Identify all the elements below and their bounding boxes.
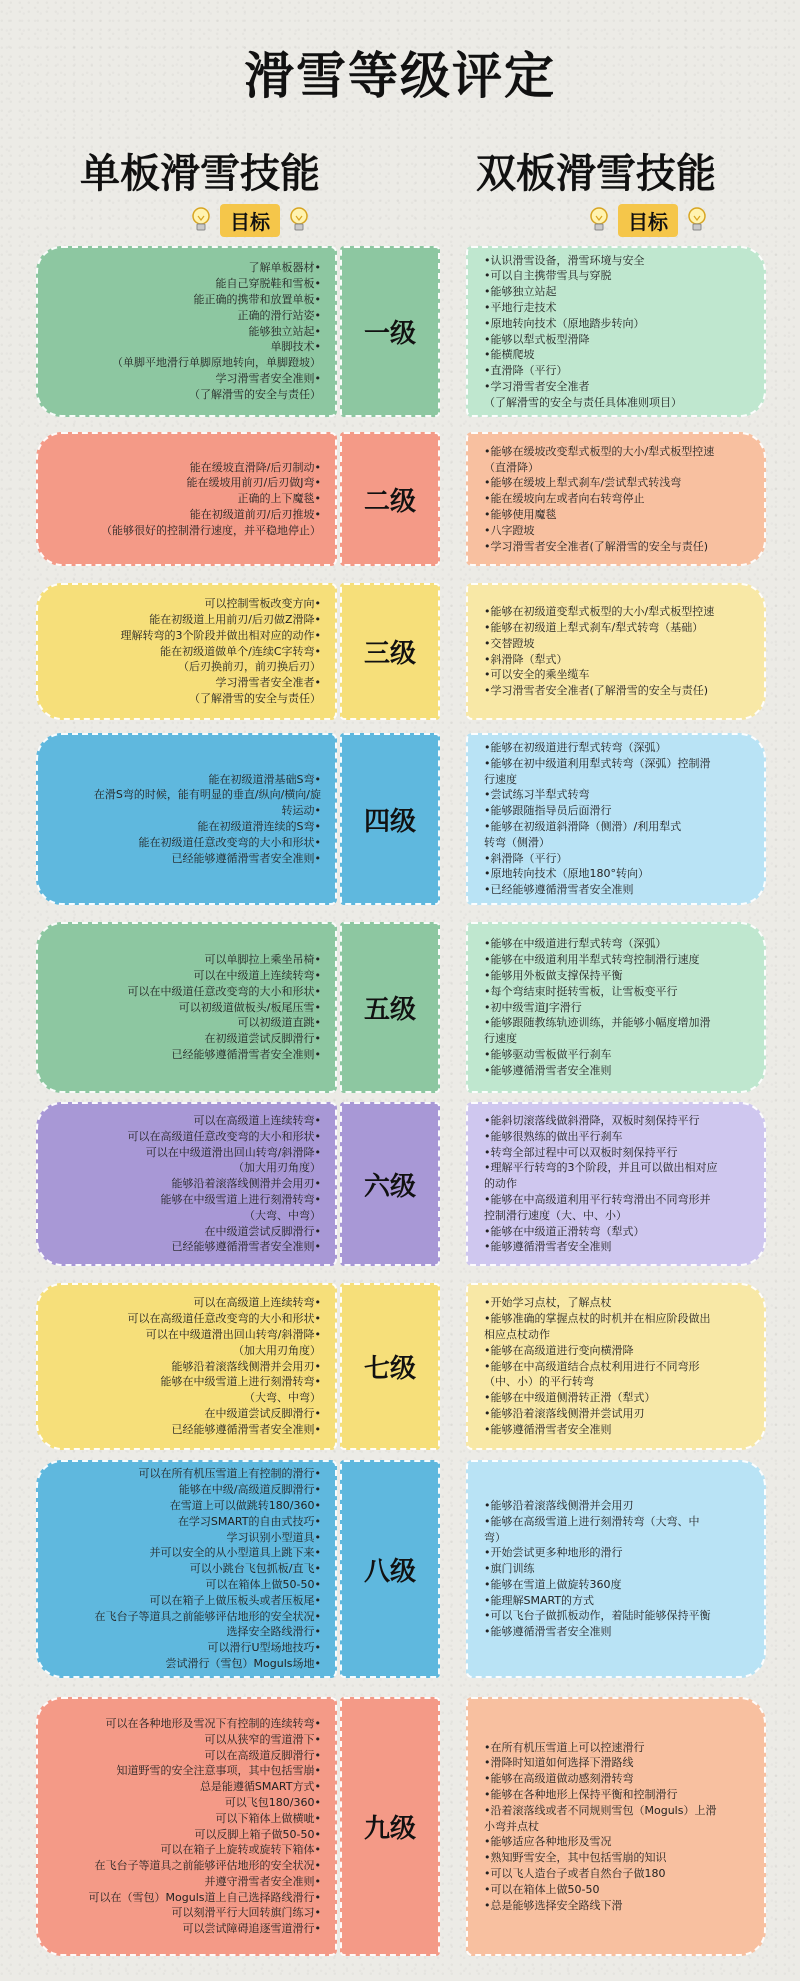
single-skills-box [36, 246, 337, 417]
single-skill-item: 能够在中级雪道上进行刻滑转弯• [160, 1375, 321, 1389]
single-skill-item: （加大用刃角度） [233, 1161, 321, 1175]
double-skill-item: •可以安全的乘坐缆车 [484, 668, 590, 682]
double-skill-item: •能够遵循滑雪者安全准则 [484, 1422, 612, 1436]
level-label-box [340, 246, 440, 417]
double-skill-item: •学习滑雪者安全准者(了解滑雪的安全与责任) [484, 684, 709, 698]
single-skills-box [36, 432, 337, 566]
double-skill-item: •能够独立站起 [484, 285, 557, 299]
level-row [0, 733, 800, 905]
single-skill-item: 可以在高级道上连续转弯• [193, 1113, 321, 1127]
double-skill-item: •能够在初级道上犁式刹车/犁式转弯（基础） [484, 620, 704, 634]
single-skill-item: 可以在中级道上连续转弯• [193, 969, 321, 982]
level-label-box [340, 583, 440, 720]
single-skills-box [36, 922, 337, 1093]
double-skill-item: •原地转向技术（原地踏步转向） [484, 316, 645, 330]
single-skill-item: 在飞台子等道具之前能够评估地形的安全状况• [94, 1859, 321, 1873]
double-skills-box [466, 432, 766, 566]
double-skill-item: 行速度 [484, 1032, 517, 1046]
double-skill-item: 弯） [484, 1530, 506, 1544]
single-skill-item: 能在初级道滑连续的S弯• [197, 820, 321, 833]
double-skill-item: •能够跟随指导员后面滑行 [484, 804, 612, 818]
single-skill-item: 能正确的携带和放置单板• [193, 293, 321, 306]
level-name: 六级 [363, 1171, 416, 1202]
single-skill-item: （加大用刃角度） [233, 1343, 321, 1357]
single-skill-item: 尝试滑行（雪包）Moguls场地• [165, 1656, 321, 1670]
double-skill-item: •能够在缓坡上犁式刹车/尝试犁式转浅弯 [484, 476, 682, 490]
single-skill-item: 可以滑行U型场地技巧• [207, 1641, 321, 1655]
double-skill-item: •开始学习点杖，了解点杖 [484, 1296, 612, 1310]
double-skill-item: （直滑降） [484, 460, 539, 474]
single-skill-item: 可以控制雪板改变方向• [204, 597, 321, 611]
single-skill-item: 在飞台子等道具之前能够评估地形的安全状况• [94, 1609, 321, 1623]
double-skill-item: •能够驱动雪板做平行刹车 [484, 1047, 612, 1061]
single-skill-item: 已经能够遵循滑雪者安全准则• [171, 1047, 321, 1061]
goal-text: 目标 [220, 204, 280, 237]
single-skill-item: 能够在中级/高级道反脚滑行• [178, 1483, 321, 1497]
double-skill-item: •能够在中级道侧滑转正滑（犁式） [484, 1391, 656, 1405]
double-skill-item: 行速度 [484, 772, 517, 786]
double-skill-item: •能够在中高级道利用平行转弯滑出不同弯形并 [484, 1192, 711, 1206]
single-skill-item: （了解滑雪的安全与责任） [189, 691, 321, 705]
single-skill-item: 能在初级道滑基础S弯• [208, 772, 321, 786]
level-label-box [340, 1283, 440, 1450]
double-skill-item: （中、小）的平行转弯 [484, 1375, 594, 1389]
level-label-box [340, 922, 440, 1093]
single-skill-item: 在滑S弯的时候，能有明显的垂直/纵向/横向/旋 [93, 788, 321, 802]
level-label-box [340, 1697, 440, 1956]
double-skill-item: •能够遵循滑雪者安全准则 [484, 1063, 612, 1077]
double-skill-item: •可以飞台子做抓板动作，着陆时能够保持平衡 [484, 1609, 711, 1623]
double-skill-item: •可以自主携带雪具与穿脱 [484, 269, 612, 283]
lightbulb-icon [588, 205, 610, 235]
double-skill-item: •能够在中级道进行犁式转弯（深弧） [484, 937, 667, 951]
level-row [0, 246, 800, 417]
single-skill-item: 可以在高级道上连续转弯• [193, 1296, 321, 1310]
single-skill-item: 理解转弯的3个阶段并做出相对应的动作• [120, 628, 321, 642]
double-skill-item: 的动作 [484, 1177, 517, 1191]
double-skill-item: •学习滑雪者安全准者(了解滑雪的安全与责任) [484, 539, 709, 553]
single-skill-item: 在雪道上可以做跳转180/360• [169, 1498, 321, 1512]
double-skill-item: •能够在高级道进行变向横滑降 [484, 1343, 634, 1357]
double-skills-box [466, 583, 766, 720]
single-skill-item: 可以在所有机压雪道上有控制的滑行• [138, 1467, 321, 1481]
level-row [0, 432, 800, 566]
double-skill-item: •旗门训练 [484, 1562, 535, 1576]
double-skill-item: •能理解SMART的方式 [484, 1593, 595, 1607]
level-name: 三级 [363, 639, 416, 669]
double-skill-item: •已经能够遵循滑雪者安全准则 [484, 883, 634, 897]
single-skill-item: 在中级道尝试反脚滑行• [204, 1406, 321, 1420]
single-skill-item: 转运动• [281, 804, 321, 818]
level-label-box [340, 1102, 440, 1266]
level-name: 一级 [363, 319, 416, 349]
single-skill-item: 学习滑雪者安全准则• [215, 371, 321, 385]
single-skill-item: 可以在中级道滑出回山转弯/斜滑降• [145, 1328, 321, 1341]
double-skill-item: •开始尝试更多种地形的滑行 [484, 1546, 623, 1560]
single-skill-item: （了解滑雪的安全与责任） [189, 387, 321, 401]
double-skill-item: •可以飞人造台子或者自然台子做180 [484, 1866, 666, 1880]
double-goal-label [578, 200, 718, 240]
single-skill-item: 在初级道尝试反脚滑行• [204, 1032, 321, 1046]
single-skill-item: （能够很好的控制滑行速度，并平稳地停止） [101, 523, 321, 537]
double-skill-item: •斜滑降（平行） [484, 851, 568, 865]
double-skill-item: •能在缓坡向左或者向右转弯停止 [484, 492, 645, 506]
single-skill-item: 能在缓坡直滑降/后刃制动• [189, 460, 321, 474]
level-label-box [340, 1460, 440, 1678]
double-skill-item: •直滑降（平行） [484, 364, 568, 378]
double-skill-item: •沿着滚落线或者不同规则雪包（Moguls）上滑 [484, 1803, 717, 1817]
double-skill-item: •能够在雪道上做旋转360度 [484, 1577, 622, 1591]
single-skill-item: 能在初级道任意改变弯的大小和形状• [138, 835, 321, 849]
double-skill-item: •能够遵循滑雪者安全准则 [484, 1240, 612, 1254]
level-label-box [340, 733, 440, 905]
single-skill-item: 能在初级道前刃/后刃推坡• [189, 507, 321, 521]
double-skill-item: •能斜切滚落线做斜滑降，双板时刻保持平行 [484, 1113, 700, 1127]
double-skill-item: •在所有机压雪道上可以控速滑行 [484, 1740, 645, 1754]
level-label-box [340, 432, 440, 566]
single-skill-item: 可以小跳台飞包抓板/直飞• [189, 1562, 321, 1576]
double-skill-item: •能够沿着滚落线侧滑并尝试用刃 [484, 1406, 645, 1420]
single-skill-item: 可以在各种地形及雪况下有控制的连续转弯• [105, 1716, 321, 1730]
double-skill-item: •学习滑雪者安全准者 [484, 379, 590, 393]
double-skill-item: •能够遵循滑雪者安全准则 [484, 1625, 612, 1639]
double-skill-item: •交替蹬坡 [484, 636, 535, 650]
single-skill-item: 可以在（雪包）Moguls道上自己选择路线滑行• [88, 1890, 321, 1904]
double-skill-item: •平地行走技术 [484, 300, 557, 314]
single-skill-item: 能在初级道上用前刃/后刃做Z滑降• [149, 613, 321, 626]
double-skill-item: •理解平行转弯的3个阶段，并且可以做出相对应 [484, 1161, 718, 1175]
single-skill-item: 可以刻滑平行大回转旗门练习• [171, 1906, 321, 1920]
single-skill-item: 可以反脚上箱子做50-50• [194, 1827, 321, 1841]
double-skill-item: •能横爬坡 [484, 348, 535, 362]
level-name: 四级 [363, 806, 416, 837]
double-skill-item: •能够在初级道进行犁式转弯（深弧） [484, 741, 667, 755]
single-skill-item: 能够独立站起• [248, 324, 321, 338]
double-skill-item: •每个弯结束时挺转雪板，让雪板变平行 [484, 984, 678, 998]
single-skill-item: 已经能够遵循滑雪者安全准则• [171, 1422, 321, 1436]
level-name: 五级 [363, 995, 416, 1025]
double-skill-item: •能够在高级雪道上进行刻滑转弯（大弯、中 [484, 1514, 700, 1528]
single-skill-item: 可以尝试障碍追逐雪道滑行• [182, 1922, 321, 1936]
single-skills-box [36, 1102, 337, 1266]
level-row [0, 583, 800, 720]
level-row [0, 922, 800, 1093]
single-skill-item: （单脚平地滑行单脚原地转向，单脚蹬坡） [112, 356, 321, 370]
double-skill-item: •能够在缓坡改变犁式板型的大小/犁式板型控速 [484, 444, 715, 458]
double-skill-item: •能够在初级道斜滑降（侧滑）/利用犁式 [484, 820, 682, 833]
level-name: 二级 [363, 486, 416, 517]
single-skill-item: 学习滑雪者安全准者• [215, 676, 321, 690]
lightbulb-icon [190, 205, 212, 235]
double-skills-box [466, 922, 766, 1093]
single-skill-item: （后刃换前刃，前刃换后刃） [178, 660, 321, 674]
single-skill-item: 可以单脚拉上乘坐吊椅• [204, 953, 321, 967]
double-skill-item: 相应点杖动作 [484, 1328, 550, 1341]
single-skill-item: 可以在中级道任意改变弯的大小和形状• [127, 984, 321, 998]
lightbulb-icon [686, 205, 708, 235]
double-skill-item: •转弯全部过程中可以双板时刻保持平行 [484, 1145, 678, 1159]
goal-text: 目标 [618, 204, 678, 237]
double-skill-item: •八字蹬坡 [484, 523, 535, 537]
double-skill-item: （了解滑雪的安全与责任具体准则项目） [484, 395, 682, 409]
double-skills-box [466, 246, 766, 417]
double-skill-item: •能够在各种地形上保持平衡和控制滑行 [484, 1788, 678, 1801]
double-skill-item: 转弯（侧滑） [484, 835, 550, 849]
single-skill-item: 了解单板器材• [248, 261, 321, 275]
level-name: 七级 [363, 1354, 416, 1384]
double-skill-item: 小弯并点杖 [484, 1819, 539, 1833]
double-skills-box [466, 1283, 766, 1450]
lightbulb-icon [288, 205, 310, 235]
single-skill-item: 能够在中级雪道上进行刻滑转弯• [160, 1192, 321, 1206]
double-skills-box [466, 733, 766, 905]
double-skill-item: •熟知野雪安全，其中包括雪崩的知识 [484, 1851, 667, 1865]
single-skill-item: 选择安全路线滑行• [226, 1625, 321, 1639]
double-skill-item: •尝试练习半犁式转弯 [484, 788, 590, 802]
single-board-header: 单板滑雪技能 [80, 151, 320, 197]
double-skill-item: •能够沿着滚落线侧滑并会用刃 [484, 1498, 634, 1512]
single-skill-item: 正确的滑行站姿• [237, 308, 321, 322]
single-skill-item: 单脚技术• [270, 340, 321, 354]
single-skill-item: 正确的上下魔毯• [237, 492, 321, 506]
single-skill-item: 可以初级道直跳• [237, 1016, 321, 1030]
double-skill-item: •能够在初中级道利用犁式转弯（深弧）控制滑 [484, 756, 711, 770]
single-skills-box [36, 583, 337, 720]
single-skill-item: 可以在高级道任意改变弯的大小和形状• [127, 1129, 321, 1143]
double-board-header: 双板滑雪技能 [476, 151, 716, 197]
single-skill-item: 在学习SMART的自由式技巧• [177, 1514, 321, 1528]
double-skill-item: •能够跟随教练轨迹训练，并能够小幅度增加滑 [484, 1016, 711, 1030]
double-skill-item: •斜滑降（犁式） [484, 652, 568, 666]
double-skill-item: •能够在高级道做动感刻滑转弯 [484, 1772, 634, 1786]
single-skills-box [36, 1283, 337, 1450]
single-skill-item: 可以初级道做板头/板尾压雪• [178, 1000, 321, 1014]
single-skill-item: 可以在中级道滑出回山转弯/斜滑降• [145, 1145, 321, 1159]
double-skill-item: •能够使用魔毯 [484, 507, 557, 521]
single-skill-item: 可以在高级道反脚滑行• [204, 1748, 321, 1762]
double-skill-item: •能够在中级道利用半犁式转弯控制滑行速度 [484, 953, 700, 967]
double-skill-item: 控制滑行速度（大、中、小） [484, 1208, 627, 1222]
single-skills-box [36, 733, 337, 905]
double-skills-box [466, 1102, 766, 1266]
single-skill-item: 可以飞包180/360• [224, 1795, 321, 1809]
single-skill-item: 可以在箱子上旋转或旋转下箱体• [160, 1843, 321, 1857]
single-skill-item: 学习识别小型道具• [226, 1530, 321, 1544]
double-skill-item: •能够在中级道正滑转弯（犁式） [484, 1224, 645, 1238]
double-skills-box [466, 1460, 766, 1678]
double-skills-box [466, 1697, 766, 1956]
single-skill-item: 可以在箱体上做50-50• [205, 1577, 321, 1591]
single-skills-box [36, 1697, 337, 1956]
double-skill-item: •初中级雪道J字滑行 [484, 1000, 582, 1014]
double-skill-item: •能够以犁式板型滑降 [484, 332, 590, 346]
single-skill-item: 可以在箱子上做压板头或者压板尾• [149, 1593, 321, 1607]
single-skill-item: 能够沿着滚落线侧滑并会用刃• [171, 1177, 321, 1191]
double-skill-item: •能够在初级道变犁式板型的大小/犁式板型控速 [484, 605, 715, 619]
double-skill-item: •能够适应各种地形及雪况 [484, 1835, 612, 1849]
single-skill-item: 能在初级道做单个/连续C字转弯• [160, 644, 321, 658]
page-title: 滑雪等级评定 [244, 47, 556, 105]
double-skill-item: •能够在中高级道结合点杖利用进行不同弯形 [484, 1359, 700, 1373]
double-skill-item: •能够用外板做支撑保持平衡 [484, 969, 623, 982]
single-skill-item: 能够沿着滚落线侧滑并会用刃• [171, 1359, 321, 1373]
single-skill-item: 已经能够遵循滑雪者安全准则• [171, 851, 321, 865]
single-skill-item: 已经能够遵循滑雪者安全准则• [171, 1240, 321, 1254]
single-skill-item: 知道野雪的安全注意事项，其中包括雪崩• [116, 1764, 321, 1778]
level-row [0, 1697, 800, 1956]
single-skill-item: 并遵守滑雪者安全准则• [204, 1874, 321, 1888]
double-skill-item: •原地转向技术（原地180°转向） [484, 867, 649, 881]
single-skills-box [36, 1460, 337, 1678]
single-skill-item: （大弯、中弯） [244, 1208, 321, 1222]
double-skill-item: •滑降时知道如何选择下滑路线 [484, 1756, 634, 1770]
single-skill-item: 并可以安全的从小型道具上跳下来• [149, 1546, 321, 1560]
level-row [0, 1102, 800, 1266]
single-skill-item: 可以从狭窄的雪道滑下• [204, 1732, 321, 1746]
single-skill-item: 能在缓坡用前刃/后刃做J弯• [186, 476, 321, 490]
single-skill-item: 在中级道尝试反脚滑行• [204, 1224, 321, 1238]
single-skill-item: 可以在高级道任意改变弯的大小和形状• [127, 1312, 321, 1326]
double-skill-item: •能够很熟练的做出平行刹车 [484, 1129, 623, 1143]
double-skill-item: •能够准确的掌握点杖的时机并在相应阶段做出 [484, 1312, 711, 1326]
single-skill-item: 总是能遵循SMART方式• [199, 1780, 321, 1794]
single-skill-item: 能自己穿脱鞋和雪板• [215, 277, 321, 291]
level-name: 九级 [363, 1814, 416, 1844]
double-skill-item: •总是能够选择安全路线下滑 [484, 1898, 623, 1912]
double-skill-item: •认识滑雪设备，滑雪环境与安全 [484, 253, 645, 267]
level-row [0, 1460, 800, 1678]
single-skill-item: （大弯、中弯） [244, 1391, 321, 1405]
single-goal-label [180, 200, 320, 240]
double-skill-item: •可以在箱体上做50-50 [484, 1882, 600, 1896]
single-skill-item: 可以下箱体上做横呲• [215, 1811, 321, 1825]
level-name: 八级 [363, 1556, 416, 1587]
level-row [0, 1283, 800, 1450]
